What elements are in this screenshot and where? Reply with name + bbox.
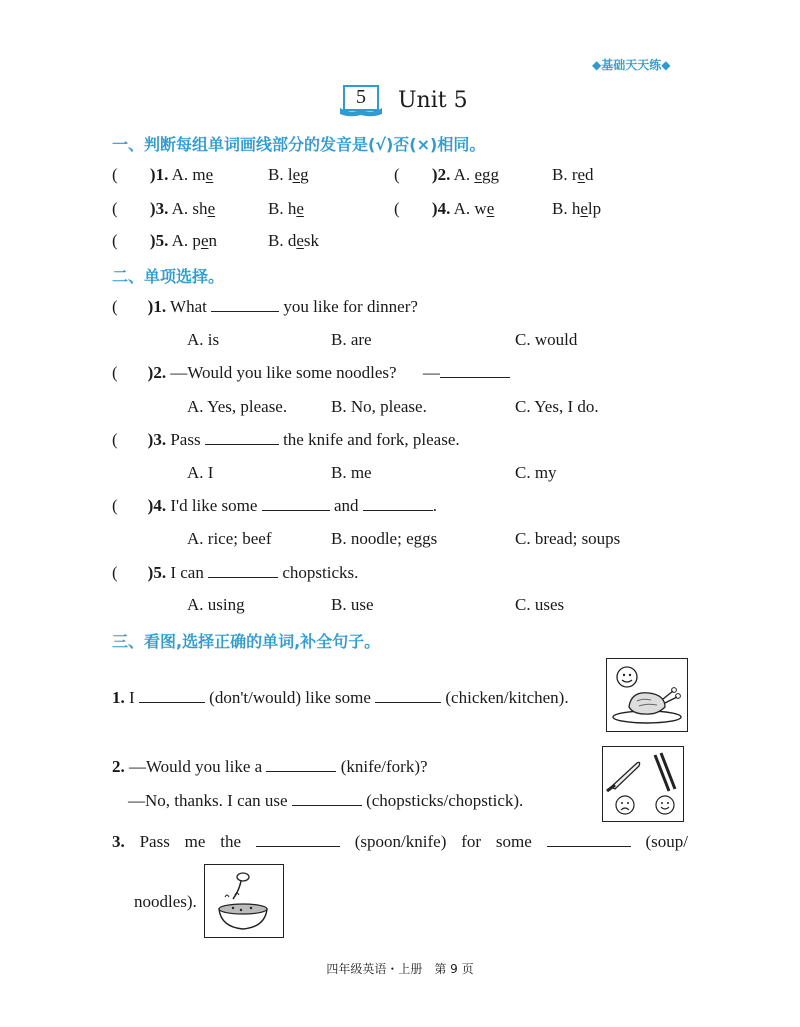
- s2-question-1: ( )1. What you like for dinner?: [112, 297, 418, 316]
- knife-chopsticks-icon: [603, 747, 683, 821]
- option-a: A. she: [171, 199, 216, 218]
- answer-paren[interactable]: (: [112, 563, 118, 582]
- fill-blank[interactable]: [208, 577, 278, 578]
- s2-q3-option-c[interactable]: C. my: [515, 463, 557, 482]
- s3-question-3: 3. Pass me the (spoon/knife) for some (soup/: [112, 832, 688, 851]
- s2-q5-option-c[interactable]: C. uses: [515, 595, 565, 614]
- answer-paren[interactable]: (: [394, 165, 400, 184]
- roast-chicken-icon: [607, 659, 687, 731]
- fill-blank[interactable]: [211, 311, 279, 312]
- s2-q4-option-c[interactable]: C. bread; soups: [515, 529, 621, 548]
- option-a: A. egg: [453, 165, 499, 184]
- page-footer: 四年级英语・上册 第 9 页: [326, 962, 474, 976]
- fill-blank[interactable]: [375, 702, 441, 703]
- item-number: )4.: [431, 199, 451, 218]
- section3-title: 三、看图,选择正确的单词,补全句子。: [112, 632, 381, 651]
- header-badge: [592, 56, 670, 73]
- badge-text: 基础天天练: [601, 58, 662, 72]
- s3-question-2-reply: —No, thanks. I can use (chopsticks/chopstick).: [128, 791, 524, 810]
- s2-q4-option-b[interactable]: B. noodle; eggs: [331, 529, 438, 548]
- s1-item-3-b: B. he: [268, 199, 304, 218]
- s2-q3-option-a[interactable]: A. I: [187, 463, 214, 482]
- page-title: Unit 5: [398, 88, 468, 113]
- option-a: A. we: [453, 199, 495, 218]
- item-number: )3.: [149, 199, 169, 218]
- s1-item-4: [394, 199, 494, 219]
- item-number: )2.: [431, 165, 451, 184]
- s2-q1-option-b[interactable]: B. are: [331, 330, 372, 349]
- s2-question-5: ( )5. I can chopsticks.: [112, 563, 359, 582]
- s1-item-5: [112, 231, 217, 251]
- s2-q1-option-a[interactable]: A. is: [187, 330, 220, 349]
- s1-item-1: [112, 165, 213, 185]
- answer-paren[interactable]: (: [112, 199, 118, 218]
- knife-chopsticks-picture: [602, 746, 684, 822]
- chicken-picture: [606, 658, 688, 732]
- fill-blank[interactable]: [363, 510, 433, 511]
- soup-spoon-picture: [204, 864, 284, 938]
- s2-q2-option-b[interactable]: B. No, please.: [331, 397, 427, 416]
- fill-blank[interactable]: [139, 702, 205, 703]
- answer-paren[interactable]: (: [112, 363, 118, 382]
- fill-blank[interactable]: [266, 771, 336, 772]
- s1-item-3: [112, 199, 215, 219]
- section1-title: 一、判断每组单词画线部分的发音是(√)否(×)相同。: [112, 135, 486, 154]
- diamond-right-icon: ◆: [661, 58, 671, 72]
- answer-paren[interactable]: (: [112, 231, 118, 250]
- s2-q2-option-c[interactable]: C. Yes, I do.: [515, 397, 599, 416]
- s3-question-2: 2. —Would you like a (knife/fork)?: [112, 757, 428, 776]
- item-number: )1.: [149, 165, 169, 184]
- s2-q2-option-a[interactable]: A. Yes, please.: [187, 397, 288, 416]
- answer-paren[interactable]: (: [112, 297, 118, 316]
- s2-q5-option-a[interactable]: A. using: [187, 595, 245, 614]
- s1-item-4-b: B. help: [552, 199, 602, 218]
- fill-blank[interactable]: [292, 805, 362, 806]
- s2-q5-option-b[interactable]: B. use: [331, 595, 374, 614]
- answer-paren[interactable]: (: [112, 430, 118, 449]
- fill-blank[interactable]: [440, 377, 510, 378]
- section2-title: 二、单项选择。: [112, 267, 225, 286]
- unit-number: 5: [356, 86, 366, 108]
- fill-blank[interactable]: [547, 846, 631, 847]
- s3-question-3-cont: noodles).: [134, 892, 197, 911]
- s2-q4-option-a[interactable]: A. rice; beef: [187, 529, 272, 548]
- s2-question-4: ( )4. I'd like some and .: [112, 496, 437, 515]
- s2-question-2: ( )2. —Would you like some noodles? —: [112, 363, 510, 383]
- s2-question-3: ( )3. Pass the knife and fork, please.: [112, 430, 460, 449]
- s1-item-2: [394, 165, 499, 185]
- fill-blank[interactable]: [256, 846, 340, 847]
- diamond-left-icon: ◆: [592, 58, 602, 72]
- s1-item-5-b: B. desk: [268, 231, 320, 250]
- unit-book-icon: [338, 84, 384, 118]
- fill-blank[interactable]: [205, 444, 279, 445]
- option-a: A. pen: [171, 231, 217, 250]
- s1-item-2-b: B. red: [552, 165, 594, 184]
- item-number: )5.: [149, 231, 169, 250]
- answer-paren[interactable]: (: [394, 199, 400, 218]
- answer-paren[interactable]: (: [112, 496, 118, 515]
- s2-q1-option-c[interactable]: C. would: [515, 330, 578, 349]
- fill-blank[interactable]: [262, 510, 330, 511]
- option-a: A. me: [171, 165, 214, 184]
- s2-q3-option-b[interactable]: B. me: [331, 463, 372, 482]
- s1-item-1-b: B. leg: [268, 165, 309, 184]
- answer-paren[interactable]: (: [112, 165, 118, 184]
- soup-bowl-spoon-icon: [205, 865, 283, 937]
- s3-question-1: 1. I (don't/would) like some (chicken/kitchen).: [112, 688, 569, 707]
